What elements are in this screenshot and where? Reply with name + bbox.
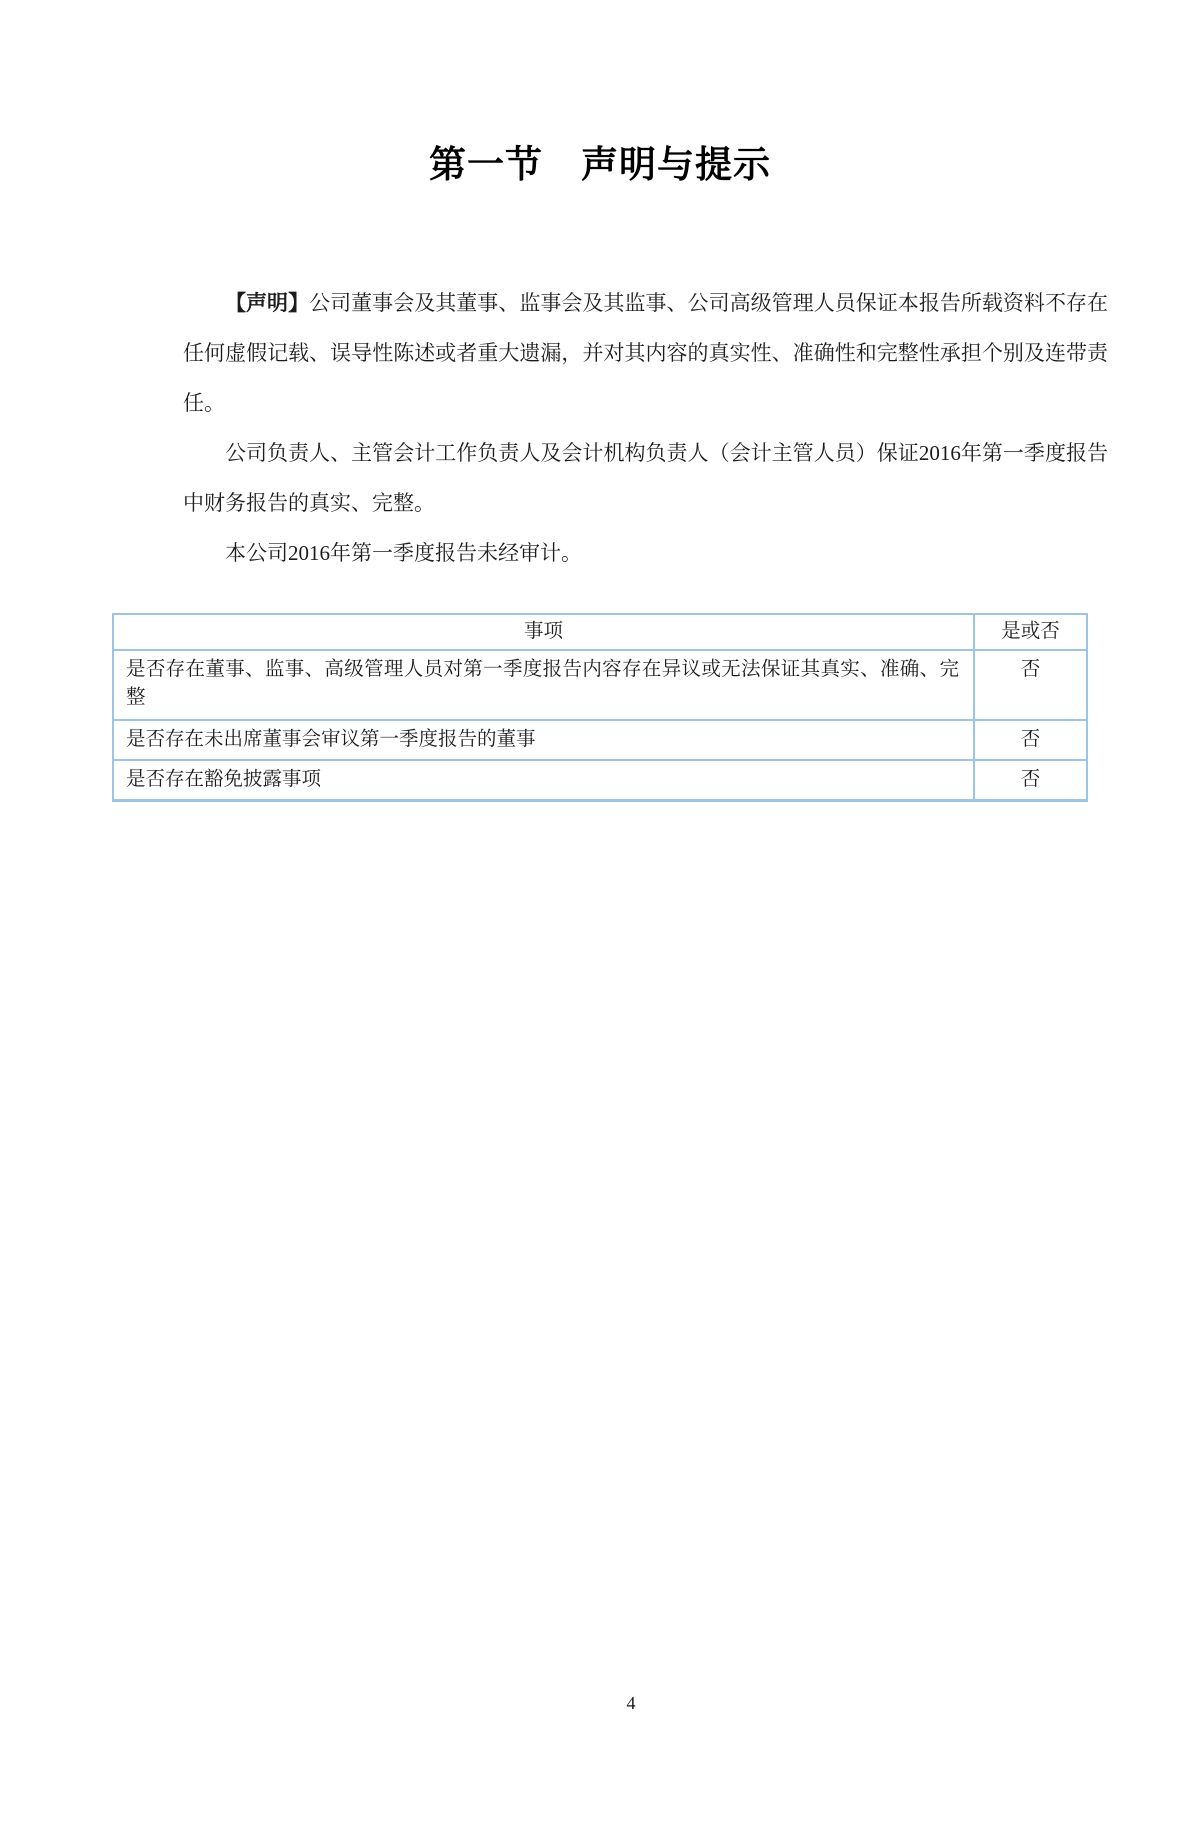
table-row xyxy=(113,720,1087,760)
audit-paragraph: 本公司2016年第一季度报告未经审计。 xyxy=(225,541,582,565)
declaration-paragraph xyxy=(183,278,1108,428)
table-cell-item: 是否存在未出席董事会审议第一季度报告的董事 xyxy=(113,720,974,760)
page-footer xyxy=(0,1690,1200,1716)
matters-table xyxy=(112,613,1088,802)
table-cell-answer: 否 xyxy=(974,650,1087,720)
page-title: 第一节 声明与提示 xyxy=(429,144,771,185)
page-number: 4 xyxy=(626,1693,636,1713)
declaration-section xyxy=(183,278,1108,578)
declaration-text: 公司董事会及其董事、监事会及其监事、公司高级管理人员保证本报告所载资料不存在任何虚假记载、误导性陈述或者重大遗漏，并对其内容的真实性、准确性和完整性承担个别及连带责任。 xyxy=(183,291,1109,415)
table-row xyxy=(113,760,1087,801)
table-cell-answer: 否 xyxy=(974,720,1087,760)
table-row xyxy=(113,650,1087,720)
table-cell-item: 是否存在董事、监事、高级管理人员对第一季度报告内容存在异议或无法保证其真实、准确、完整 xyxy=(113,650,974,720)
table-header-row xyxy=(113,614,1087,650)
declaration-label: 【声明】 xyxy=(225,291,310,315)
table-cell-answer: 否 xyxy=(974,760,1087,801)
responsibility-paragraph: 公司负责人、主管会计工作负责人及会计机构负责人（会计主管人员）保证2016年第一季度报告中财务报告的真实、完整。 xyxy=(183,441,1108,515)
table-header-answer: 是或否 xyxy=(974,614,1087,650)
table-cell-item: 是否存在豁免披露事项 xyxy=(113,760,974,801)
table-header-item: 事项 xyxy=(113,614,974,650)
